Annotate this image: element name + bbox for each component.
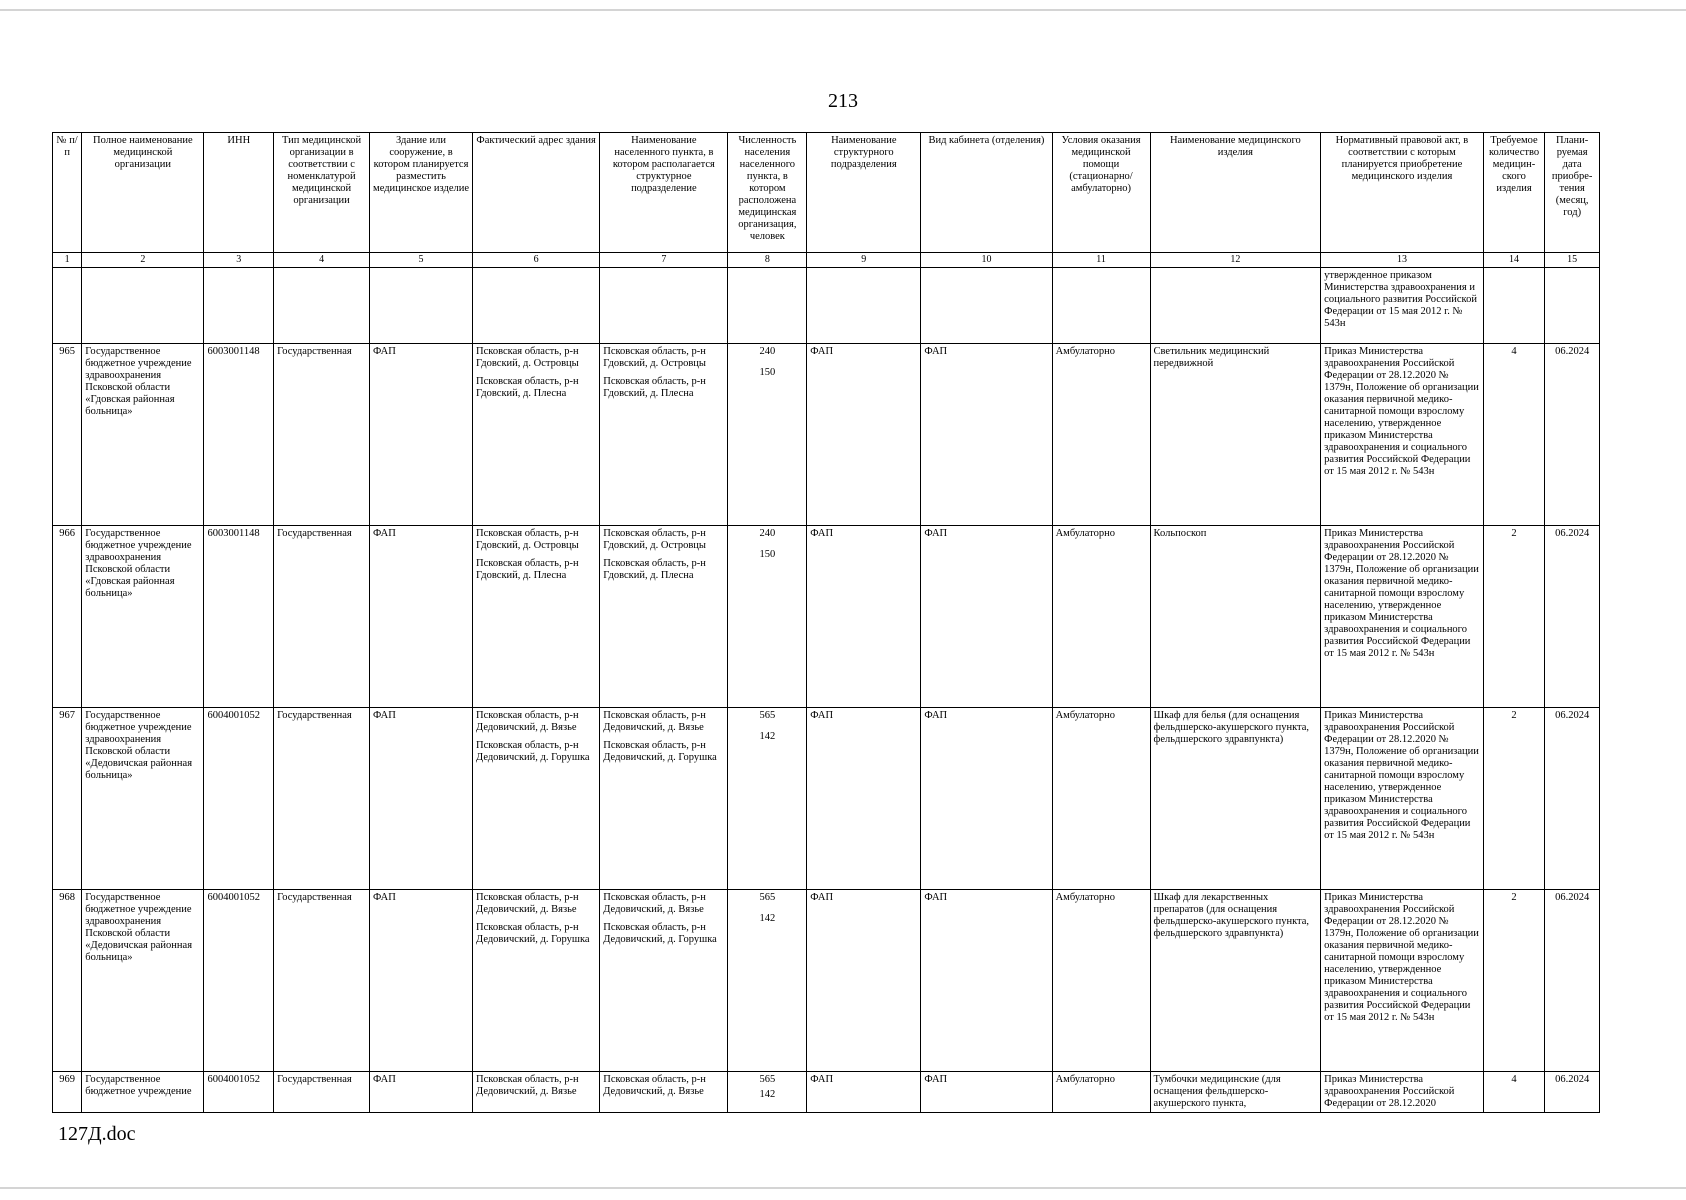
column-number: 4 (274, 253, 370, 268)
column-number: 11 (1052, 253, 1150, 268)
planned-date: 06.2024 (1545, 526, 1600, 708)
address-cell (473, 344, 600, 526)
address-cell (473, 708, 600, 890)
inn: 6004001052 (204, 1072, 274, 1113)
row-number: 967 (53, 708, 82, 890)
planned-date: 06.2024 (1545, 1072, 1600, 1113)
quantity: 2 (1483, 890, 1545, 1072)
empty-cell (53, 268, 82, 344)
inn: 6004001052 (204, 708, 274, 890)
empty-cell (921, 268, 1052, 344)
column-number: 5 (370, 253, 473, 268)
locality-cell (600, 890, 728, 1072)
column-number: 9 (807, 253, 921, 268)
locality-cell (600, 708, 728, 890)
address: Псковская область, р-н Гдовский, д. Плесна (476, 558, 579, 581)
row-number: 966 (53, 526, 82, 708)
header-cell: Численность населения населенного пункта, в котором расположена медицинская организация, человек (728, 133, 807, 253)
cabinet-type: ФАП (921, 708, 1052, 890)
header-cell: Нормативный правовой акт, в соответствии с которым планируется приобретение медицинского изделия (1321, 133, 1484, 253)
device-name: Кольпоскоп (1150, 526, 1321, 708)
empty-cell (473, 268, 600, 344)
population: 142 (759, 731, 776, 742)
locality-cell (600, 526, 728, 708)
population: 142 (759, 1089, 776, 1100)
locality: Псковская область, р-н Дедовичский, д. Вязье (603, 710, 706, 733)
address: Псковская область, р-н Дедовичский, д. Вязье (476, 892, 579, 915)
address: Псковская область, р-н Гдовский, д. Плесна (476, 376, 579, 399)
planned-date: 06.2024 (1545, 890, 1600, 1072)
cabinet-type: ФАП (921, 526, 1052, 708)
building: ФАП (370, 526, 473, 708)
care-conditions: Амбулаторно (1052, 890, 1150, 1072)
header-cell: Плани-руемая дата приобре-тения (месяц, год) (1545, 133, 1600, 253)
planned-date: 06.2024 (1545, 344, 1600, 526)
equipment-table (52, 132, 1600, 1113)
legal-act: Приказ Министерства здравоохранения Российской Федерации от 28.12.2020 № 1379н, Положение об организации оказания первичной медико-санитарной помощи взрослому населению, утвержденное приказом Министерства здравоохранения и социального развития Российской Федерации от 15 мая 2012 г. № 543н (1321, 344, 1484, 526)
continuation-act: утвержденное приказом Министерства здравоохранения и социального развития Российской Федерации от 15 мая 2012 г. № 543н (1321, 268, 1484, 344)
population-cell (728, 526, 807, 708)
empty-cell (600, 268, 728, 344)
quantity: 4 (1483, 1072, 1545, 1113)
header-cell: Требуемое количество медицин-ского изделия (1483, 133, 1545, 253)
inn: 6004001052 (204, 890, 274, 1072)
care-conditions: Амбулаторно (1052, 344, 1150, 526)
column-number: 2 (82, 253, 204, 268)
org-type: Государственная (274, 1072, 370, 1113)
legal-act: Приказ Министерства здравоохранения Российской Федерации от 28.12.2020 (1321, 1072, 1484, 1113)
device-name: Светильник медицинский передвижной (1150, 344, 1321, 526)
header-cell: Условия оказания медицинской помощи (стационарно/ амбулаторно) (1052, 133, 1150, 253)
empty-cell (1052, 268, 1150, 344)
header-cell: № п/п (53, 133, 82, 253)
population: 565 (759, 1074, 776, 1085)
header-cell: Тип медицинской организации в соответствии с номенклатурой медицинской организации (274, 133, 370, 253)
column-number: 14 (1483, 253, 1545, 268)
building: ФАП (370, 344, 473, 526)
continuation-row (53, 268, 1600, 344)
planned-date: 06.2024 (1545, 708, 1600, 890)
empty-cell (728, 268, 807, 344)
footer-filename: 127Д.doc (58, 1123, 136, 1145)
locality: Псковская область, р-н Гдовский, д. Островцы (603, 528, 706, 551)
device-name: Шкаф для белья (для оснащения фельдшерско-акушерского пункта, фельдшерского здравпункта) (1150, 708, 1321, 890)
header-cell: Наименование структурного подразделения (807, 133, 921, 253)
header-cell: Наименование населенного пункта, в котором располагается структурное подразделение (600, 133, 728, 253)
cabinet-type: ФАП (921, 344, 1052, 526)
column-number-row (53, 253, 1600, 268)
scan-edge-top (0, 9, 1686, 11)
column-number: 8 (728, 253, 807, 268)
population-cell (728, 1072, 807, 1113)
building: ФАП (370, 708, 473, 890)
device-name: Шкаф для лекарственных препаратов (для оснащения фельдшерско-акушерского пункта, фельдшерского здравпункта) (1150, 890, 1321, 1072)
care-conditions: Амбулаторно (1052, 1072, 1150, 1113)
locality: Псковская область, р-н Гдовский, д. Островцы (603, 346, 706, 369)
address-cell (473, 890, 600, 1072)
empty-cell (1545, 268, 1600, 344)
header-cell: Полное наименование медицинской организации (82, 133, 204, 253)
population: 150 (759, 549, 776, 560)
population-cell (728, 344, 807, 526)
empty-cell (82, 268, 204, 344)
table-row (53, 1072, 1600, 1113)
empty-cell (1483, 268, 1545, 344)
empty-cell (370, 268, 473, 344)
header-cell: Фактический адрес здания (473, 133, 600, 253)
table-row (53, 344, 1600, 526)
care-conditions: Амбулаторно (1052, 526, 1150, 708)
building: ФАП (370, 890, 473, 1072)
inn: 6003001148 (204, 526, 274, 708)
cabinet-type: ФАП (921, 1072, 1052, 1113)
org-name: Государственное бюджетное учреждение здравоохранения Псковской области «Дедовичская районная больница» (82, 708, 204, 890)
empty-cell (204, 268, 274, 344)
column-number: 6 (473, 253, 600, 268)
locality: Псковская область, р-н Дедовичский, д. Горушка (603, 740, 717, 763)
org-type: Государственная (274, 890, 370, 1072)
legal-act: Приказ Министерства здравоохранения Российской Федерации от 28.12.2020 № 1379н, Положение об организации оказания первичной медико-санитарной помощи взрослому населению, утвержденное приказом Министерства здравоохранения и социального развития Российской Федерации от 15 мая 2012 г. № 543н (1321, 890, 1484, 1072)
org-name: Государственное бюджетное учреждение здравоохранения Псковской области «Дедовичская районная больница» (82, 890, 204, 1072)
locality: Псковская область, р-н Дедовичский, д. Вязье (603, 892, 706, 915)
population: 240 (759, 346, 776, 357)
population: 142 (759, 913, 776, 924)
building: ФАП (370, 1072, 473, 1113)
structural-unit: ФАП (807, 708, 921, 890)
care-conditions: Амбулаторно (1052, 708, 1150, 890)
table-row (53, 890, 1600, 1072)
empty-cell (1150, 268, 1321, 344)
address-cell (473, 526, 600, 708)
address: Псковская область, р-н Гдовский, д. Островцы (476, 346, 579, 369)
column-number: 15 (1545, 253, 1600, 268)
header-cell: Наименование медицинского изделия (1150, 133, 1321, 253)
column-number: 3 (204, 253, 274, 268)
address: Псковская область, р-н Гдовский, д. Островцы (476, 528, 579, 551)
org-name: Государственное бюджетное учреждение (82, 1072, 204, 1113)
legal-act: Приказ Министерства здравоохранения Российской Федерации от 28.12.2020 № 1379н, Положение об организации оказания первичной медико-санитарной помощи взрослому населению, утвержденное приказом Министерства здравоохранения и социального развития Российской Федерации от 15 мая 2012 г. № 543н (1321, 708, 1484, 890)
org-name: Государственное бюджетное учреждение здравоохранения Псковской области «Гдовская районная больница» (82, 526, 204, 708)
empty-cell (807, 268, 921, 344)
locality: Псковская область, р-н Дедовичский, д. Вязье (600, 1072, 728, 1113)
column-number: 13 (1321, 253, 1484, 268)
header-cell: ИНН (204, 133, 274, 253)
population: 240 (759, 528, 776, 539)
address: Псковская область, р-н Дедовичский, д. Горушка (476, 740, 590, 763)
address: Псковская область, р-н Дедовичский, д. Горушка (476, 922, 590, 945)
row-number: 968 (53, 890, 82, 1072)
table-row (53, 526, 1600, 708)
column-number: 12 (1150, 253, 1321, 268)
quantity: 2 (1483, 526, 1545, 708)
empty-cell (274, 268, 370, 344)
org-name: Государственное бюджетное учреждение здравоохранения Псковской области «Гдовская районная больница» (82, 344, 204, 526)
structural-unit: ФАП (807, 526, 921, 708)
quantity: 2 (1483, 708, 1545, 890)
org-type: Государственная (274, 526, 370, 708)
population: 565 (759, 892, 776, 903)
inn: 6003001148 (204, 344, 274, 526)
structural-unit: ФАП (807, 1072, 921, 1113)
population-cell (728, 708, 807, 890)
column-number: 7 (600, 253, 728, 268)
locality: Псковская область, р-н Дедовичский, д. Горушка (603, 922, 717, 945)
page-number: 213 (828, 90, 858, 112)
locality-cell (600, 344, 728, 526)
population: 150 (759, 367, 776, 378)
row-number: 969 (53, 1072, 82, 1113)
quantity: 4 (1483, 344, 1545, 526)
scan-edge-bottom (0, 1187, 1686, 1189)
table-row (53, 708, 1600, 890)
column-number: 10 (921, 253, 1052, 268)
cabinet-type: ФАП (921, 890, 1052, 1072)
row-number: 965 (53, 344, 82, 526)
structural-unit: ФАП (807, 344, 921, 526)
address: Псковская область, р-н Дедовичский, д. Вязье (473, 1072, 600, 1113)
header-cell: Здание или сооружение, в котором планируется разместить медицинское изделие (370, 133, 473, 253)
column-number: 1 (53, 253, 82, 268)
header-cell: Вид кабинета (отделения) (921, 133, 1052, 253)
address: Псковская область, р-н Дедовичский, д. Вязье (476, 710, 579, 733)
locality: Псковская область, р-н Гдовский, д. Плесна (603, 558, 706, 581)
org-type: Государственная (274, 708, 370, 890)
org-type: Государственная (274, 344, 370, 526)
header-row (53, 133, 1600, 253)
locality: Псковская область, р-н Гдовский, д. Плесна (603, 376, 706, 399)
legal-act: Приказ Министерства здравоохранения Российской Федерации от 28.12.2020 № 1379н, Положение об организации оказания первичной медико-санитарной помощи взрослому населению, утвержденное приказом Министерства здравоохранения и социального развития Российской Федерации от 15 мая 2012 г. № 543н (1321, 526, 1484, 708)
device-name: Тумбочки медицинские (для оснащения фельдшерско-акушерского пункта, (1150, 1072, 1321, 1113)
structural-unit: ФАП (807, 890, 921, 1072)
population: 565 (759, 710, 776, 721)
population-cell (728, 890, 807, 1072)
